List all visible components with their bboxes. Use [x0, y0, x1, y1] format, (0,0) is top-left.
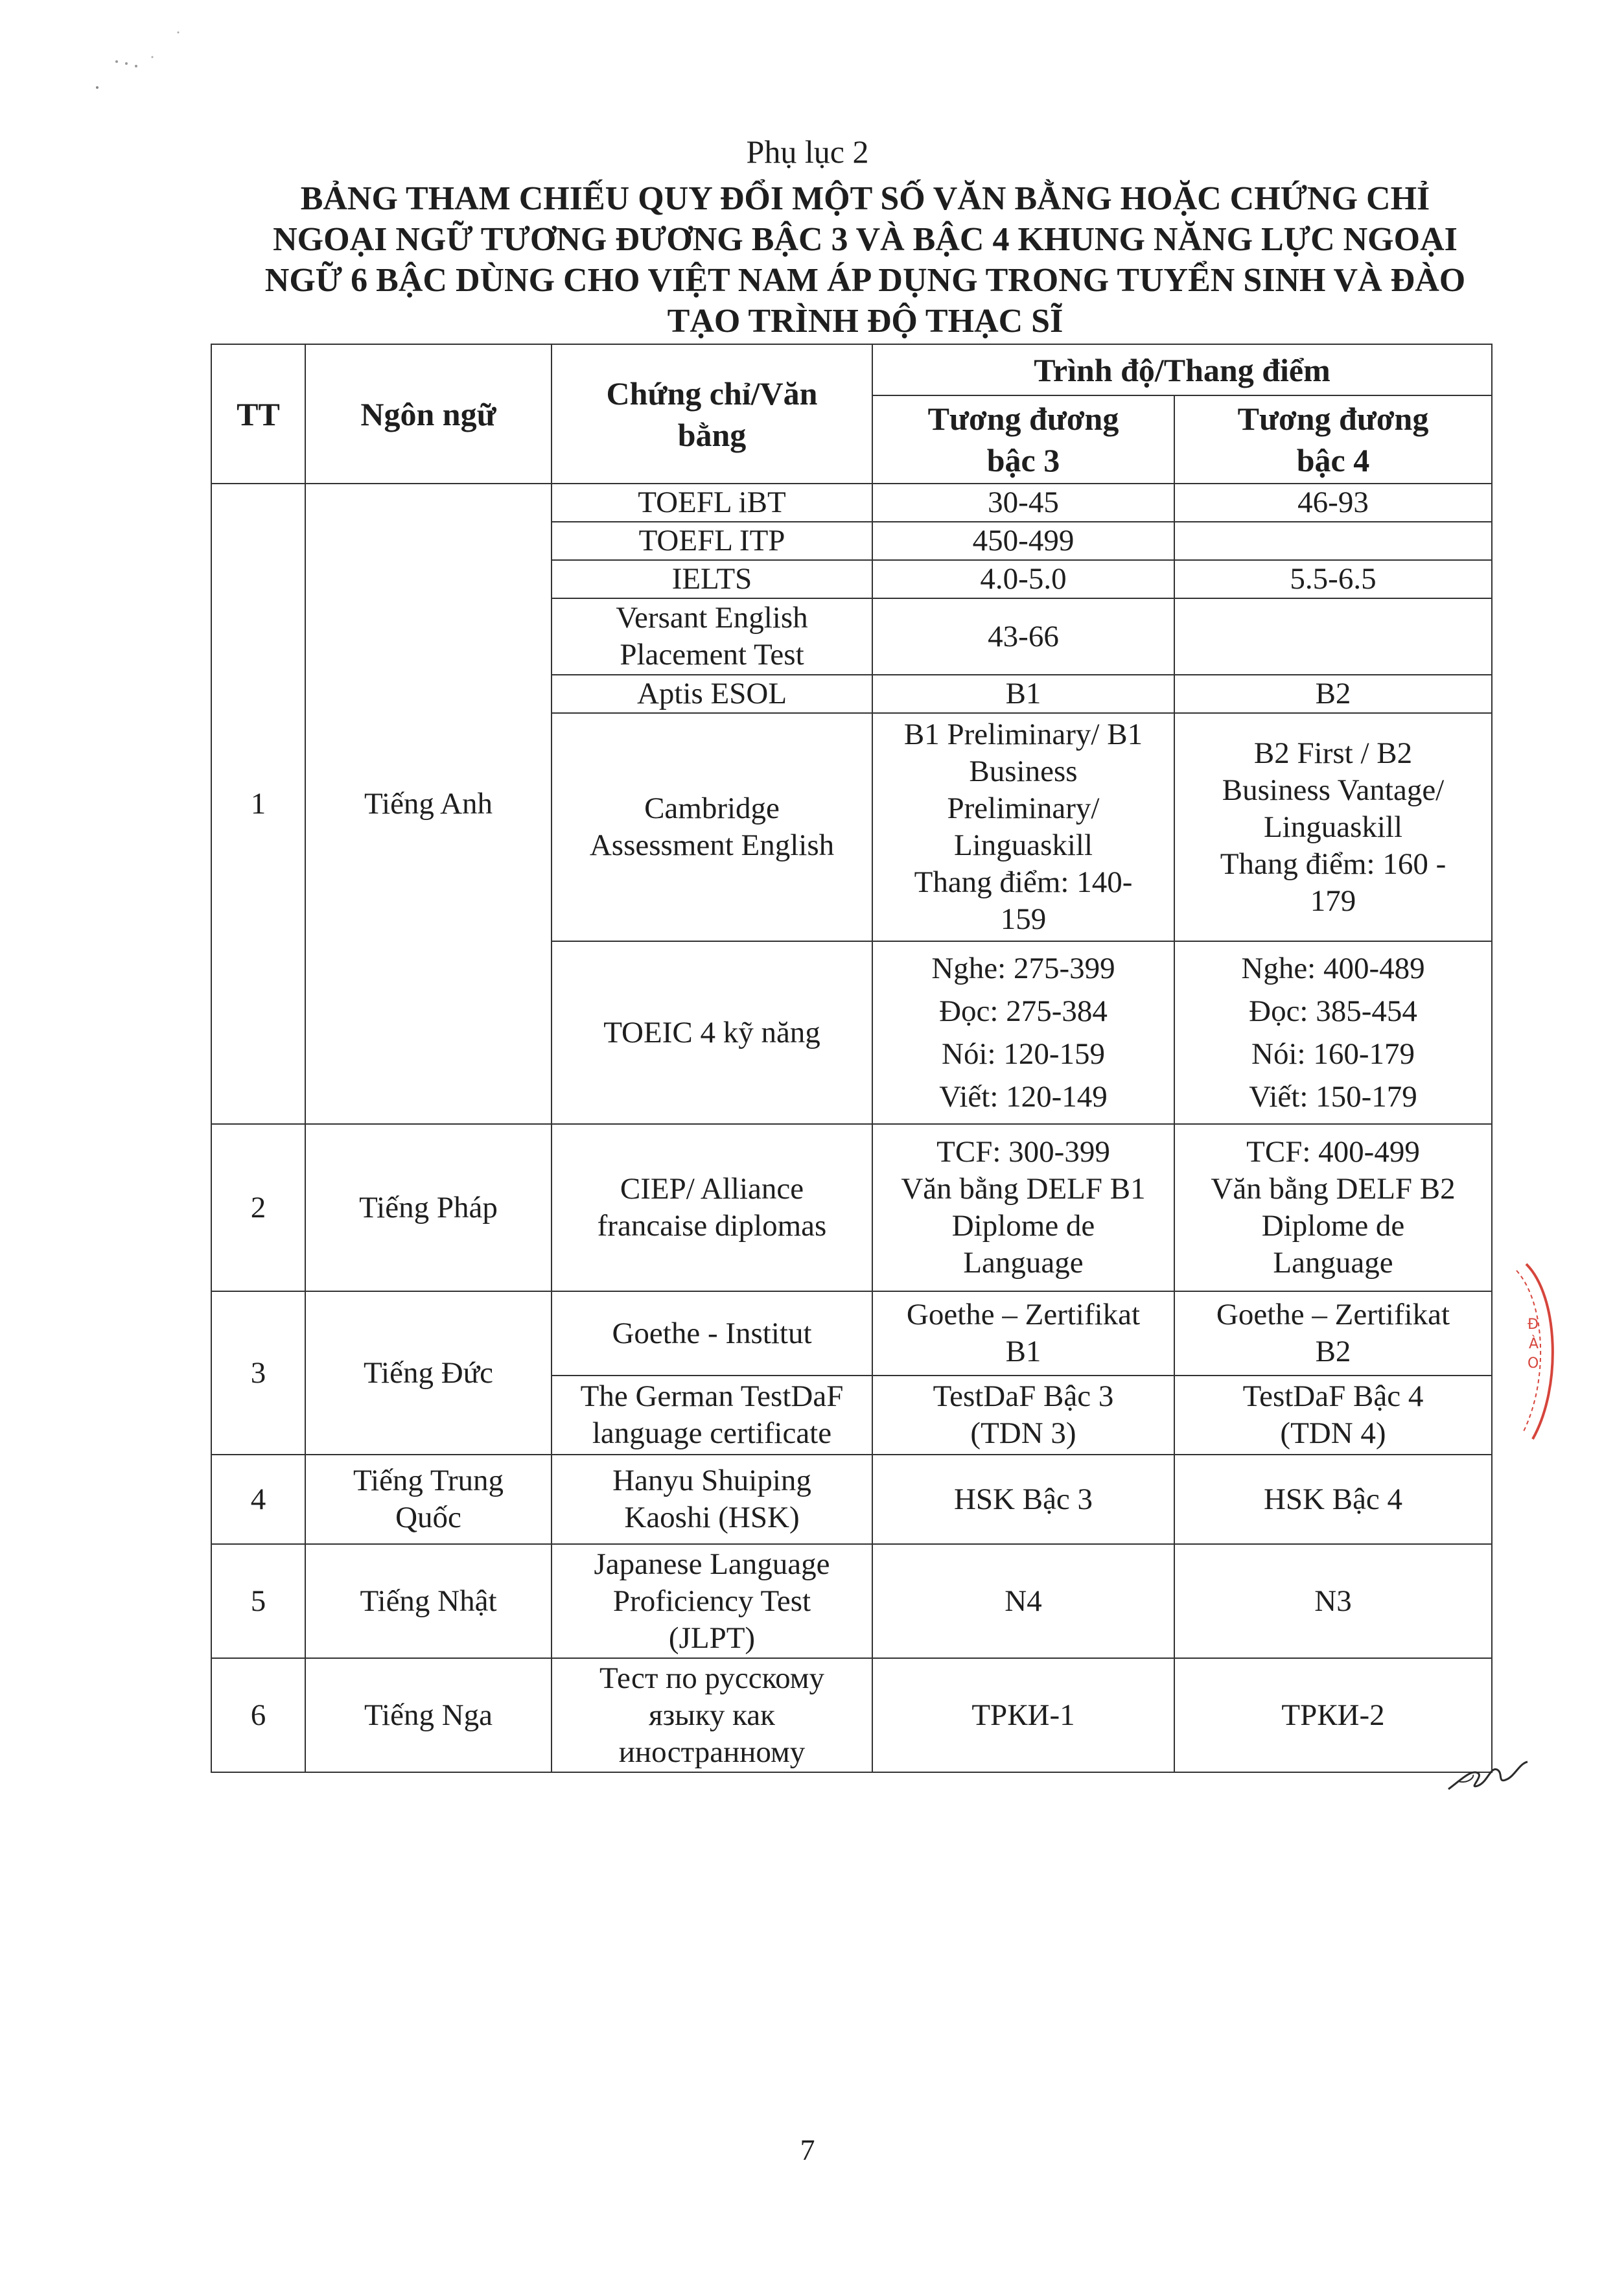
conversion-table [211, 344, 1493, 1773]
level4-cell [1174, 598, 1492, 675]
level4-cell: TCF: 400-499 Văn bằng DELF B2 Diplome de Language [1174, 1124, 1492, 1291]
svg-text:À: À [1529, 1336, 1539, 1352]
language-name: Tiếng Nga [305, 1658, 552, 1772]
row-number: 4 [211, 1455, 305, 1544]
table-row [211, 1658, 1492, 1772]
row-number: 3 [211, 1291, 305, 1455]
language-name: Tiếng Nhật [305, 1544, 552, 1658]
level4-cell: Nghe: 400-489 Đọc: 385-454 Nói: 160-179 Viết: 150-179 [1174, 941, 1492, 1124]
level3-cell: B1 Preliminary/ B1 Business Preliminary/ Linguaskill Thang điểm: 140- 159 [872, 713, 1174, 941]
level3-cell: 30-45 [872, 484, 1174, 522]
certificate-cell: Тест по русскому языку как иностранному [552, 1658, 872, 1772]
header-tt: TT [211, 344, 305, 484]
table-row [211, 1124, 1492, 1291]
certificate-cell: TOEFL ITP [552, 522, 872, 560]
level3-cell: 450-499 [872, 522, 1174, 560]
header-language: Ngôn ngữ [305, 344, 552, 484]
header-level3: Tương đương bậc 3 [872, 395, 1174, 484]
scan-speckle [91, 26, 194, 110]
title-line: BẢNG THAM CHIẾU QUY ĐỔI MỘT SỐ VĂN BẰNG HOẶC CHỨNG CHỈ [300, 180, 1430, 217]
stamp-mark [1513, 1258, 1565, 1452]
title-line: NGOẠI NGỮ TƯƠNG ĐƯƠNG BẬC 3 VÀ BẬC 4 KHUNG NĂNG LỰC NGOẠI [273, 221, 1458, 258]
certificate-cell: CIEP/ Alliance francaise diplomas [552, 1124, 872, 1291]
appendix-label: Phụ lục 2 [746, 134, 869, 170]
certificate-cell: Hanyu Shuiping Kaoshi (HSK) [552, 1455, 872, 1544]
title-line: NGỮ 6 BẬC DÙNG CHO VIỆT NAM ÁP DỤNG TRONG TUYỂN SINH VÀ ĐÀO [264, 262, 1466, 299]
row-number: 1 [211, 484, 305, 1124]
level4-cell: B2 [1174, 675, 1492, 713]
level4-cell: ТРКИ-2 [1174, 1658, 1492, 1772]
language-name: Tiếng Đức [305, 1291, 552, 1455]
certificate-cell: TOEIC 4 kỹ năng [552, 941, 872, 1124]
svg-text:O: O [1528, 1355, 1539, 1372]
certificate-cell: IELTS [552, 560, 872, 598]
level3-cell: Nghe: 275-399 Đọc: 275-384 Nói: 120-159 Viết: 120-149 [872, 941, 1174, 1124]
header-certificate: Chứng chỉ/Văn bằng [552, 344, 872, 484]
level4-cell: Goethe – Zertifikat B2 [1174, 1291, 1492, 1376]
level4-cell: 46-93 [1174, 484, 1492, 522]
level3-cell: ТРКИ-1 [872, 1658, 1174, 1772]
row-number: 6 [211, 1658, 305, 1772]
level3-cell: Goethe – Zertifikat B1 [872, 1291, 1174, 1376]
level3-cell: B1 [872, 675, 1174, 713]
certificate-cell: Aptis ESOL [552, 675, 872, 713]
signature-mark [1442, 1744, 1533, 1802]
level4-cell: 5.5-6.5 [1174, 560, 1492, 598]
level3-cell: TestDaF Bậc 3 (TDN 3) [872, 1376, 1174, 1455]
table-row [211, 1291, 1492, 1376]
table-row [211, 1544, 1492, 1658]
svg-text:Đ: Đ [1528, 1317, 1539, 1333]
level4-cell: HSK Bậc 4 [1174, 1455, 1492, 1544]
table-row [211, 1455, 1492, 1544]
level3-cell: N4 [872, 1544, 1174, 1658]
document-title [233, 178, 1497, 342]
table-row [211, 484, 1492, 522]
level3-cell: 4.0-5.0 [872, 560, 1174, 598]
certificate-cell: Cambridge Assessment English [552, 713, 872, 941]
row-number: 5 [211, 1544, 305, 1658]
row-number: 2 [211, 1124, 305, 1291]
language-name: Tiếng Anh [305, 484, 552, 1124]
level3-cell: HSK Bậc 3 [872, 1455, 1174, 1544]
level4-cell: TestDaF Bậc 4 (TDN 4) [1174, 1376, 1492, 1455]
certificate-cell: Versant English Placement Test [552, 598, 872, 675]
certificate-cell: Goethe - Institut [552, 1291, 872, 1376]
language-name: Tiếng Trung Quốc [305, 1455, 552, 1544]
level4-cell: B2 First / B2 Business Vantage/ Linguaskill Thang điểm: 160 - 179 [1174, 713, 1492, 941]
header-level-group: Trình độ/Thang điểm [872, 344, 1492, 395]
level3-cell: TCF: 300-399 Văn bằng DELF B1 Diplome de Language [872, 1124, 1174, 1291]
level3-cell: 43-66 [872, 598, 1174, 675]
certificate-cell: The German TestDaF language certificate [552, 1376, 872, 1455]
title-line: TẠO TRÌNH ĐỘ THẠC SĨ [667, 303, 1063, 340]
level4-cell [1174, 522, 1492, 560]
page-number: 7 [800, 2133, 815, 2166]
header-level4: Tương đương bậc 4 [1174, 395, 1492, 484]
certificate-cell: TOEFL iBT [552, 484, 872, 522]
level4-cell: N3 [1174, 1544, 1492, 1658]
language-name: Tiếng Pháp [305, 1124, 552, 1291]
certificate-cell: Japanese Language Proficiency Test (JLPT) [552, 1544, 872, 1658]
